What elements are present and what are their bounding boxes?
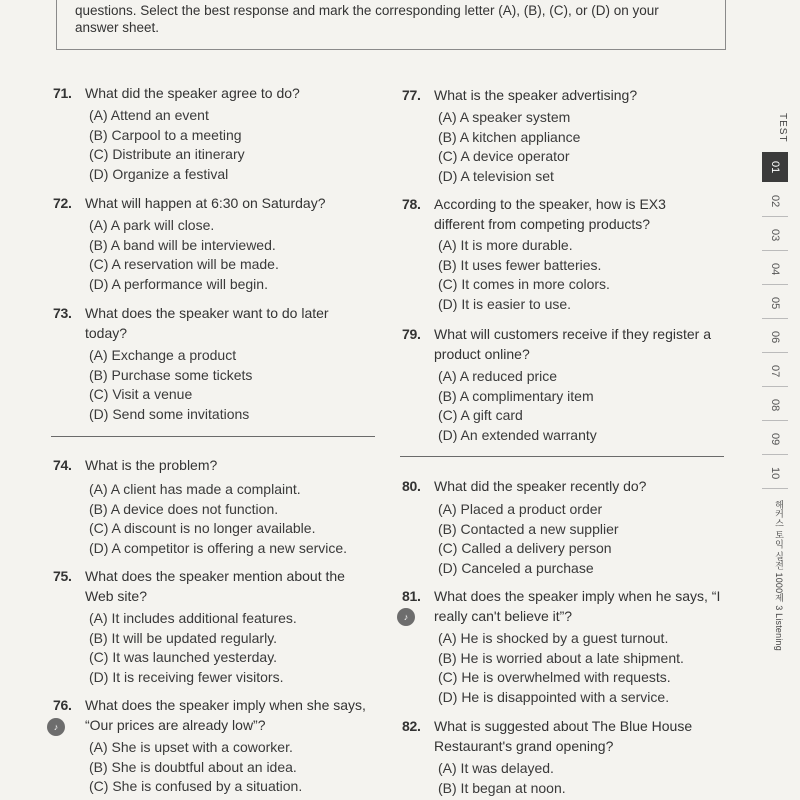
option-c: (C) Visit a venue xyxy=(89,386,193,402)
option-list xyxy=(438,367,597,445)
option-a: (A) A reduced price xyxy=(438,368,558,384)
option-list xyxy=(89,609,297,687)
question-text: What does the speaker imply when she says, “Our prices are already low”? xyxy=(85,697,366,733)
tab-test-05[interactable]: 05 xyxy=(762,288,788,319)
option-d: (D) Organize a festival xyxy=(89,165,229,182)
tab-test-02[interactable]: 02 xyxy=(762,186,788,217)
option-b: (B) A device does not function. xyxy=(89,500,279,517)
question-number: 71. xyxy=(53,85,72,101)
question-number: 78. xyxy=(402,196,421,212)
tab-test-03[interactable]: 03 xyxy=(762,220,788,251)
option-a: (A) She is upset with a coworker. xyxy=(89,739,293,755)
option-a: (A) Placed a product order xyxy=(438,501,603,517)
question-text: What will customers receive if they register a product online? xyxy=(434,326,711,362)
question-text: What is the problem? xyxy=(85,457,218,473)
option-d: (D) It is receiving fewer visitors. xyxy=(89,668,284,685)
option-a: (A) A client has made a complaint. xyxy=(89,481,301,497)
question-number: 81. xyxy=(402,588,421,604)
question-number: 74. xyxy=(53,457,72,473)
option-c: (C) A device operator xyxy=(438,148,570,164)
option-list xyxy=(438,108,580,186)
section-divider xyxy=(51,436,375,437)
option-c: (C) A reservation will be made. xyxy=(89,256,279,272)
book-title: 해커스 토익 실전 1000제 3 Listening xyxy=(774,500,784,651)
tab-test-04[interactable]: 04 xyxy=(762,254,788,285)
question-number: 72. xyxy=(53,195,72,211)
question-text: What did the speaker recently do? xyxy=(434,478,647,494)
question-number: 73. xyxy=(53,305,72,321)
option-d: (D) A performance will begin. xyxy=(89,275,268,292)
option-c: (C) A gift card xyxy=(438,407,523,423)
question-number: 77. xyxy=(402,87,421,103)
audio-icon: ♪ xyxy=(397,608,415,626)
option-b: (B) It will be updated regularly. xyxy=(89,629,278,646)
option-d: (D) He is disappointed with a service. xyxy=(438,688,670,705)
option-c: (C) It was launched yesterday. xyxy=(89,649,278,665)
option-c: (C) He is overwhelmed with requests. xyxy=(438,669,671,685)
question-number: 75. xyxy=(53,568,72,584)
tab-test-06[interactable]: 06 xyxy=(762,322,788,353)
option-b: (B) Carpool to a meeting xyxy=(89,126,242,143)
test-label: TEST xyxy=(777,113,788,143)
option-a: (A) Attend an event xyxy=(89,107,209,123)
question-text: What did the speaker agree to do? xyxy=(85,85,300,101)
option-a: (A) Exchange a product xyxy=(89,347,237,363)
option-b: (B) Purchase some tickets xyxy=(89,366,253,383)
option-d: (D) A competitor is offering a new service. xyxy=(89,539,348,556)
option-list xyxy=(438,629,684,707)
tab-test-09[interactable]: 09 xyxy=(762,424,788,455)
question-text: What does the speaker want to do later today? xyxy=(85,305,329,341)
option-list xyxy=(89,480,347,558)
tab-test-01[interactable]: 01 xyxy=(762,152,788,182)
option-a: (A) It is more durable. xyxy=(438,237,573,253)
option-c: (C) She is confused by a situation. xyxy=(89,778,303,794)
option-b: (B) A kitchen appliance xyxy=(438,128,581,145)
question-text: According to the speaker, how is EX3 different from competing products? xyxy=(434,196,666,232)
option-a: (A) A speaker system xyxy=(438,109,571,125)
question-text: What is suggested about The Blue House Restaurant's grand opening? xyxy=(434,718,693,754)
question-text: What is the speaker advertising? xyxy=(434,87,638,103)
option-b: (B) It began at noon. xyxy=(438,779,566,796)
option-a: (A) He is shocked by a guest turnout. xyxy=(438,630,669,646)
option-a: (A) A park will close. xyxy=(89,217,215,233)
option-list xyxy=(89,346,252,424)
question-text: What will happen at 6:30 on Saturday? xyxy=(85,195,326,211)
tab-test-08[interactable]: 08 xyxy=(762,390,788,421)
option-list xyxy=(438,759,566,798)
audio-icon: ♪ xyxy=(47,718,65,736)
option-b: (B) Contacted a new supplier xyxy=(438,520,619,537)
question-text: What does the speaker imply when he says, “I really can't believe it”? xyxy=(434,588,721,624)
section-divider xyxy=(400,456,724,457)
option-b: (B) He is worried about a late shipment. xyxy=(438,649,684,666)
option-d: (D) An extended warranty xyxy=(438,426,597,443)
tab-test-07[interactable]: 07 xyxy=(762,356,788,387)
option-c: (C) Distribute an itinerary xyxy=(89,146,245,162)
option-d: (D) Send some invitations xyxy=(89,405,250,422)
instructions-line-2: answer sheet. xyxy=(75,20,160,35)
instructions-box xyxy=(56,0,726,50)
option-d: (D) Canceled a purchase xyxy=(438,559,594,576)
option-d: (D) It is easier to use. xyxy=(438,295,572,312)
option-b: (B) It uses fewer batteries. xyxy=(438,256,602,273)
question-number: 76. xyxy=(53,697,72,713)
option-list xyxy=(89,216,279,294)
question-number: 82. xyxy=(402,718,421,734)
option-c: (C) It comes in more colors. xyxy=(438,276,610,292)
option-list xyxy=(438,236,610,314)
option-c: (C) Called a delivery person xyxy=(438,540,612,556)
question-number: 79. xyxy=(402,326,421,342)
option-b: (B) She is doubtful about an idea. xyxy=(89,758,297,775)
option-list xyxy=(438,500,619,578)
question-text: What does the speaker mention about the Web site? xyxy=(85,568,345,604)
option-d: (D) A television set xyxy=(438,167,554,184)
option-list xyxy=(89,738,302,797)
option-b: (B) A complimentary item xyxy=(438,387,594,404)
option-a: (A) It was delayed. xyxy=(438,760,554,776)
instructions-line-1: questions. Select the best response and mark the corresponding letter (A), (B), (C), or (D) on your xyxy=(75,3,659,18)
option-c: (C) A discount is no longer available. xyxy=(89,520,316,536)
option-list xyxy=(89,106,245,184)
question-number: 80. xyxy=(402,478,421,494)
option-b: (B) A band will be interviewed. xyxy=(89,236,276,253)
option-a: (A) It includes additional features. xyxy=(89,610,297,626)
tab-test-10[interactable]: 10 xyxy=(762,458,788,489)
